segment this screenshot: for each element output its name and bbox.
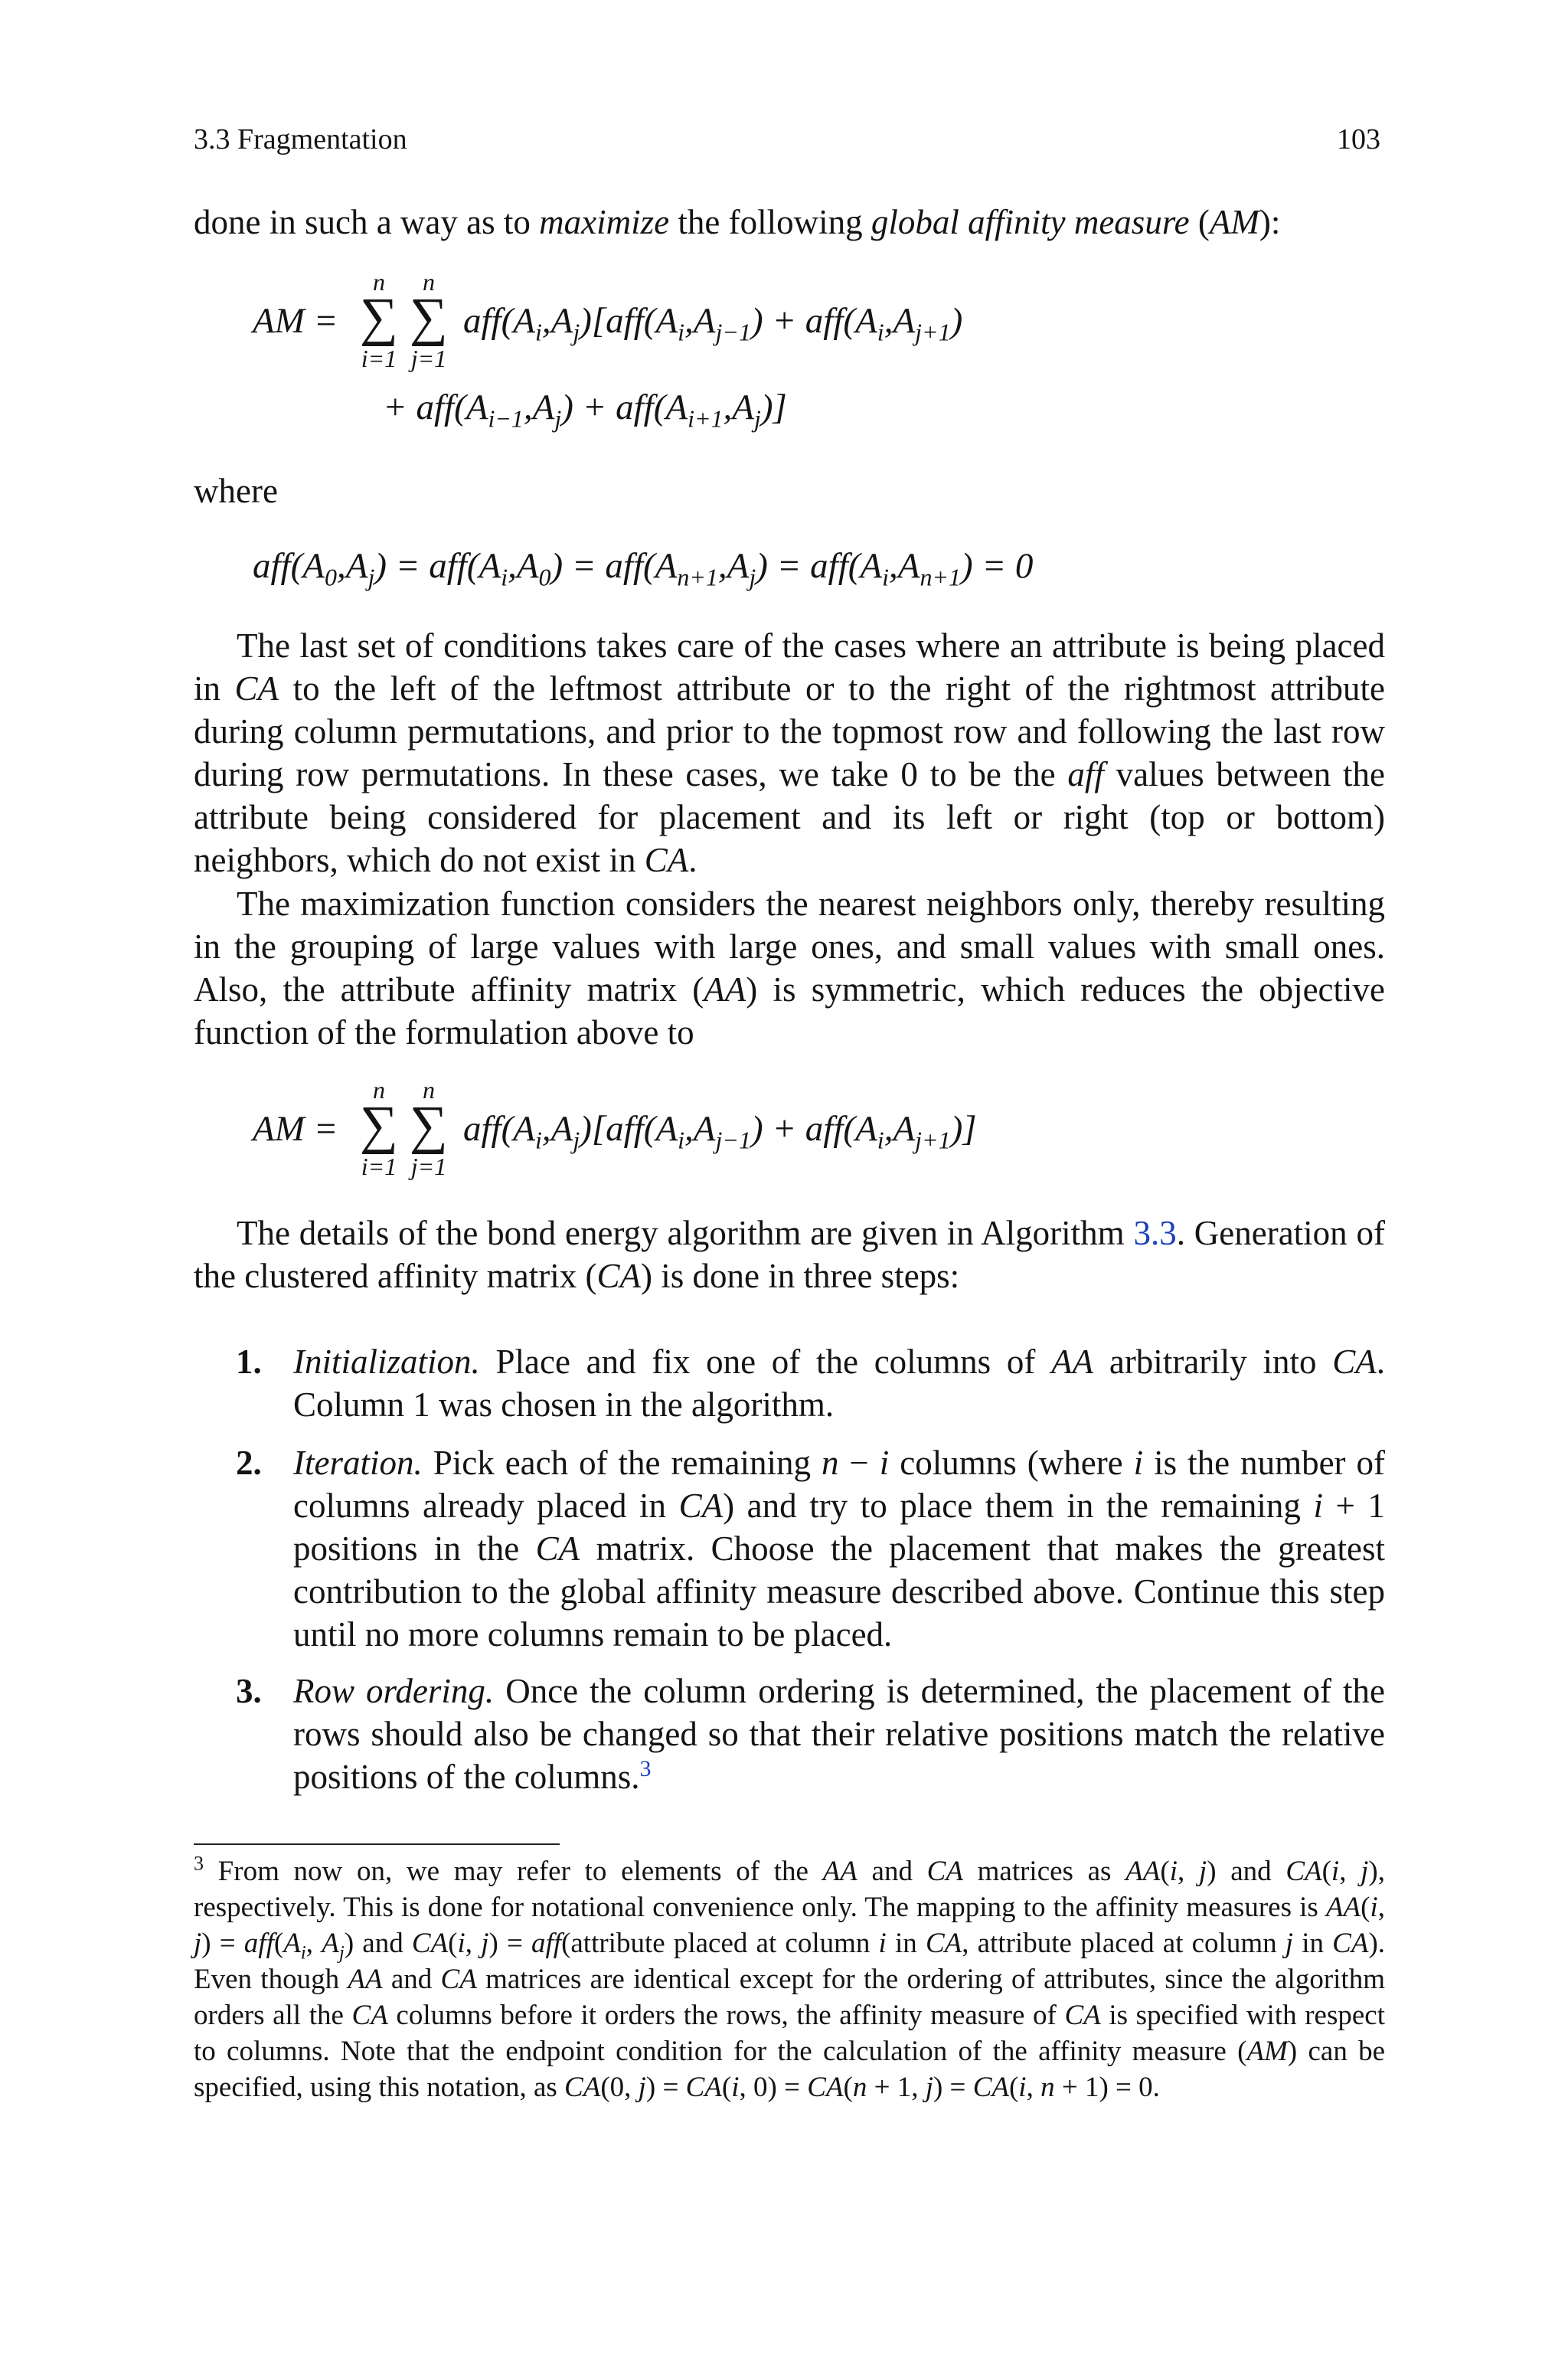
equation-boundary-conditions: $aff(A_0,A_j) = aff(A_i,A_0) = aff(A_{n+1},A_j) = aff(A_i,A_{n+1}) = 0$ xyxy=(253,546,1034,591)
algorithm-reference-link[interactable]: 3.3 xyxy=(1133,1214,1177,1252)
intro-sentence: done in such a way as to maximize the following global affinity measure (AM): xyxy=(194,203,1281,241)
eq1-lhs: AM = xyxy=(253,301,338,341)
eq1-sum-i-top: n xyxy=(373,268,385,296)
running-header-section: 3.3 Fragmentation xyxy=(194,123,407,155)
eq3-sum-i-symbol: ∑ xyxy=(360,1096,398,1155)
eq3-lhs: AM = xyxy=(253,1109,338,1149)
equation-am-reduced xyxy=(253,1076,1095,1183)
footnote-divider xyxy=(194,1843,560,1845)
step-number: 3. xyxy=(236,1672,262,1710)
eq1-sum-i-symbol: ∑ xyxy=(360,288,398,347)
eq3-sum-i-top: n xyxy=(373,1076,385,1104)
eq3-body: $aff(A_i,A_j)[aff(A_i,A_{j-1}) + aff(A_i,A_{j+1})]$ xyxy=(463,1109,977,1154)
eq1-sum-j-symbol: ∑ xyxy=(410,288,448,347)
eq3-sum-j-symbol: ∑ xyxy=(410,1096,448,1155)
eq1-sum-j-bottom: j=1 xyxy=(410,345,447,372)
eq3-sum-i-bottom: i=1 xyxy=(361,1153,397,1180)
equation-am-full xyxy=(253,268,1095,444)
paragraph-algorithm-steps-intro: The details of the bond energy algorithm are given in Algorithm 3.3. Generation of the clustered affinity matrix (CA) is done in three steps: xyxy=(194,1214,1385,1295)
step-text: Initialization. Place and fix one of the columns of AA arbitrarily into CA. Column 1 was chosen in the algorithm. xyxy=(293,1343,1385,1424)
eq1-sum-j-top: n xyxy=(423,268,435,296)
step-text: Row ordering. Once the column ordering is determined, the placement of the rows should also be changed so that their relative positions match the relative positions of the columns.$^3$ xyxy=(293,1672,1385,1796)
step-number: 2. xyxy=(236,1444,262,1482)
step-text: Iteration. Pick each of the remaining n − i columns (where i is the number of columns already placed in CA) and try to place them in the remaining i + 1 positions in the CA matrix. Choose the placement that makes the greatest contribution to the global affinity measure described above. Continue this step until no more columns remain to be placed. xyxy=(293,1444,1386,1653)
paragraph-boundary-explanation: The last set of conditions takes care of the cases where an attribute is being placed in CA to the left of the leftmost attribute or to the right of the rightmost attribute during column permutations, and prior to the topmost row and following the last row during row permutations. In these cases, we take 0 to be the aff values between the attribute being considered for placement and its left or right (top or bottom) neighbors, which do not exist in CA. xyxy=(194,626,1386,879)
footnote-mark: 3 xyxy=(194,1852,204,1875)
footnote-3: $^3$ From now on, we may refer to elements of the AA and CA matrices as AA(i, j) and CA(i, j), respectively. This is done for notational convenience only. The mapping to the affinity measures is AA(i, $j) = aff(A_i$, $A_j$) and CA(i, j) = aff(attribute placed at column i in CA, attribute placed at column j in CA). Even though AA and CA matrices are identical except for the ordering of attributes, since the algorithm orders all the CA columns before it orders the rows, the affinity measure of CA is specified with respect to columns. Note that the endpoint condition for the calculation of the affinity measure (AM) can be specified, using this notation, as CA(0, j) = CA(i, 0) = CA(n + 1, j) = CA(i, n + 1) = 0. xyxy=(194,1852,1386,2103)
eq1-sum-i-bottom: i=1 xyxy=(361,345,397,372)
where-label: where xyxy=(194,472,278,510)
page-number: 103 xyxy=(1337,123,1380,155)
eq1-line1: $aff(A_i,A_j)[aff(A_i,A_{j-1}) + aff(A_i,A_{j+1})$ xyxy=(463,301,963,346)
footnote-reference-link[interactable]: 3 xyxy=(639,1756,652,1781)
eq3-sum-j-bottom: j=1 xyxy=(410,1153,447,1180)
step-number: 1. xyxy=(236,1343,262,1381)
paragraph-maximization: The maximization function considers the nearest neighbors only, thereby resulting in the grouping of large values with large ones, and small values with small ones. Also, the attribute affinity matrix (AA) is symmetric, which reduces the objective function of the formulation above to xyxy=(194,885,1385,1052)
eq1-line2: + $aff(A_{i-1},A_j) + aff(A_{i+1},A_j)$] xyxy=(383,388,787,433)
eq3-sum-j-top: n xyxy=(423,1076,435,1104)
